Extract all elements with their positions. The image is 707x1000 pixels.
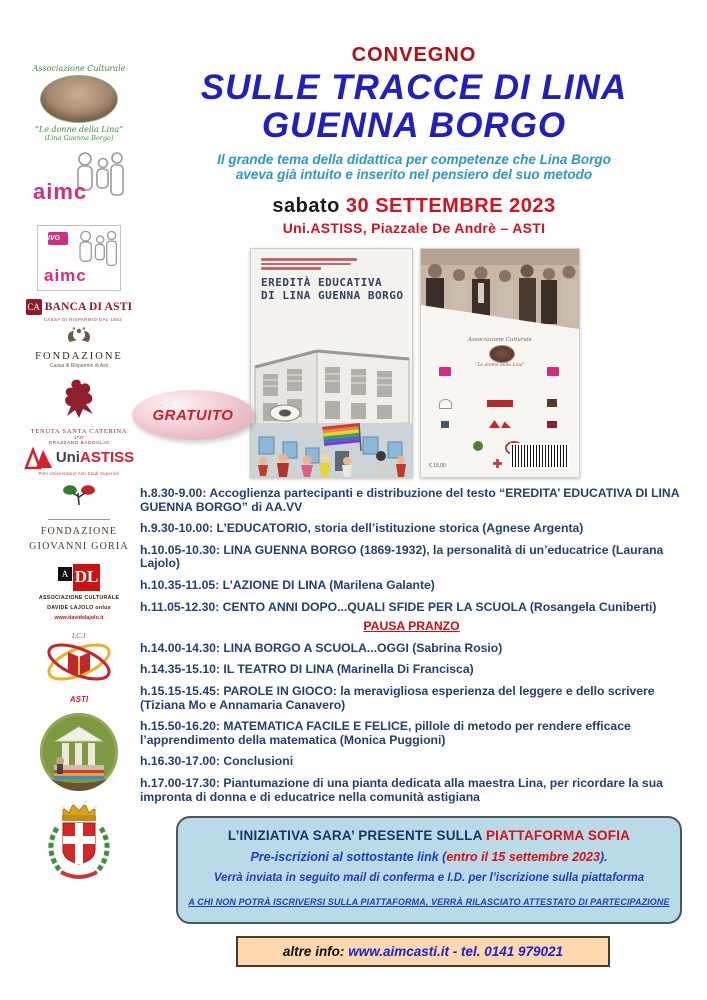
subtitle-line1: Il grande tema della didattica per competenze che Lina Borgo [217, 152, 611, 167]
tenuta-year: 1737 [73, 434, 84, 440]
schedule-time: h.10.35-11.05: [140, 577, 220, 592]
schedule-desc: L’AZIONE DI LINA (Marilena Galante) [219, 577, 435, 592]
adl-a-mark: A [58, 567, 72, 581]
fondazione-tagline: Cassa di Risparmio di Asti [49, 362, 109, 369]
schedule-item [140, 642, 683, 656]
fondazione-name: FONDAZIONE [35, 350, 123, 362]
infobox-line2-blue-a: Pre-iscrizioni al sottostante link ( [250, 850, 447, 864]
title-line1: SULLE TRACCE DI LINA [200, 68, 628, 107]
sofia-info-box [176, 816, 682, 924]
sponsor-logo-column [16, 64, 142, 891]
barcode [510, 443, 570, 469]
schedule [140, 487, 683, 812]
ic1-atom-book-icon [41, 630, 117, 692]
schedule-desc: L’EDUCATORIO, storia dell’istituzione storica (Agnese Argenta) [213, 521, 584, 536]
infobox-line2-red: entro il 15 settembre 2023 [446, 850, 600, 864]
schedule-time: h.11.05-12.30: [140, 599, 220, 614]
subtitle-line2: aveva già intuito e inserito nel pensiero del suo metodo [235, 167, 593, 182]
schedule-item [140, 720, 683, 747]
logo-asti-coat-of-arms [39, 798, 119, 891]
logo-aimc [33, 151, 125, 207]
svg-text:I.C.1: I.C.1 [72, 631, 86, 640]
schedule-desc: LINA GUENNA BORGO (1869-1932), la personalità di un’educatrice (Laurana Lajolo) [140, 542, 664, 571]
gratuito-label: GRATUITO [152, 406, 234, 424]
date-prefix: sabato [272, 195, 346, 217]
schedule-item [140, 601, 683, 615]
tenuta-place: GRAZZANO BADOGLIO [48, 439, 110, 445]
infobox-line2 [178, 850, 680, 864]
title-line2: GUENNA BORGO [261, 106, 567, 145]
logo-donne-della-lina [33, 64, 126, 143]
infobox-line1 [178, 828, 680, 843]
page-title [140, 69, 688, 145]
temple-icon [40, 713, 118, 791]
adl-website-link[interactable]: www.davidelajolo.it [54, 614, 104, 621]
book-title-line2: DI LINA GUENNA BORGO [261, 288, 404, 302]
school-drawing [251, 327, 412, 477]
schedule-time: h.16.30-17.00: [140, 754, 220, 769]
aimc-wordmark: aimc [44, 266, 87, 285]
asti-crest-icon [39, 798, 119, 886]
footer-info-bar [236, 936, 610, 967]
book-photos [250, 248, 580, 478]
event-venue: Uni.ASTISS, Piazzale De Andrè – ASTI [282, 220, 546, 236]
schedule-item [140, 685, 683, 712]
logo-donne-caption: (Lina Guenna Borgo) [44, 134, 114, 142]
logo-adl-davide-lajolo [39, 564, 119, 621]
schedule-list [140, 487, 683, 804]
schedule-time: h.15.50-16.20: [140, 719, 220, 734]
infobox-line2-blue-b: ). [599, 850, 608, 864]
logo-tenuta-santa-caterina [31, 376, 128, 445]
kicker-convegno: CONVEGNO [351, 44, 477, 66]
schedule-desc: PAROLE IN GIOCO: la meravigliosa esperienza del leggere e dello scrivere (Tiziana Mo e Annamaria Canavero) [140, 683, 655, 712]
logo-banca-di-asti [26, 299, 133, 322]
logo-school-circle [40, 713, 118, 791]
divider [48, 519, 110, 520]
date-main: 30 SETTEMBRE 2023 [345, 195, 556, 217]
schedule-time: h.14.00-14.30: [140, 640, 220, 655]
schedule-desc: Piantumazione di una pianta dedicata alla maestra Lina, per ricordare la sua impronta di donna e di educatrice nella comunità astigiana [140, 775, 663, 804]
back-script-sub: “Le donne della Lina” [475, 363, 525, 368]
footer-telephone: - tel. 0141 979021 [448, 944, 564, 959]
infobox-line3: Verrà inviata in seguito mail di conferma e I.D. per l’iscrizione sulla piattaforma [213, 872, 645, 884]
uniastiss-tagline: Polo Universitario Asti Studi Superiori [38, 470, 120, 476]
schedule-time: h.15.15-15.45: [140, 683, 220, 698]
schedule-desc: LINA BORGO A SCUOLA...OGGI (Sabrina Rosio) [219, 640, 503, 655]
logo-aimc-boxed [37, 225, 121, 291]
ic1-city: ASTI [69, 694, 89, 704]
pausa-pranzo-note: PAUSA PRANZO [363, 619, 460, 634]
schedule-item [140, 487, 683, 514]
book-front-cover [250, 248, 413, 478]
schedule-item [140, 663, 683, 677]
schedule-item [140, 579, 683, 593]
schedule-time: h.10.05-10.30: [140, 542, 220, 557]
banca-name: BANCA DI ASTI [44, 301, 133, 313]
uniastiss-triangle-icon [24, 446, 54, 470]
aimc-wordmark: aimc [33, 179, 88, 204]
schedule-time: h.17.00-17.30: [140, 775, 220, 790]
logo-ic1-asti [41, 630, 117, 704]
event-date [140, 195, 688, 218]
schedule-time: h.14.35-15.10: [140, 662, 220, 677]
gratuito-badge [132, 390, 254, 440]
banca-monogram: CA [26, 299, 42, 315]
logo-donne-subtitle: “Le donne della Lina” [34, 125, 124, 134]
infobox-line1-red: PIATTAFORMA SOFIA [485, 828, 631, 843]
schedule-item [140, 544, 683, 571]
flyer-header [140, 44, 688, 236]
schedule-desc: CENTO ANNI DOPO...QUALI SFIDE PER LA SCUOLA (Rosangela Cuniberti) [219, 599, 657, 614]
schedule-time: h.8.30-9.00: [140, 486, 207, 500]
historic-group-photo [421, 249, 579, 329]
logo-donne-title: Associazione Culturale [32, 64, 126, 73]
adl-line1: ASSOCIAZIONE CULTURALE [38, 594, 120, 601]
footer-label: altre info: [282, 944, 349, 959]
logo-uniastiss [24, 446, 134, 476]
book-title [251, 272, 412, 302]
book-title-line1: EREDITÀ EDUCATIVA [261, 275, 383, 289]
book-back-cover [420, 248, 580, 478]
schedule-desc: MATEMATICA FACILE E FELICE, pillole di metodo per rendere efficace l’apprendimento della matematica (Monica Puggioni) [140, 719, 631, 747]
goria-tree-icon [57, 481, 101, 511]
adl-dl-mark: DL [73, 564, 100, 591]
infobox-line4: A CHI NON POTRÀ ISCRIVERSI SULLA PIATTAFORMA, VERRÀ RILASCIATO ATTESTATO DI PARTECIPAZIONE [188, 897, 670, 907]
goria-name-line1: FONDAZIONE [40, 525, 118, 537]
uniastiss-uni: Uni [55, 449, 80, 466]
tenuta-name: TENUTA SANTA CATERINA [30, 427, 128, 435]
logo-fondazione-cr-asti [35, 326, 123, 369]
banca-tagline: CASSA DI RISPARMIO DAL 1842 [43, 316, 123, 322]
fondazione-emblem-icon [64, 326, 94, 346]
logo-fondazione-goria [29, 481, 129, 554]
subtitle [140, 152, 688, 182]
schedule-desc: Accoglienza partecipanti e distribuzione del testo “EREDITA’ EDUCATIVA DI LINA GUENNA BORGO” di AA.VV [140, 486, 680, 514]
sepia-oval-photo [40, 75, 118, 123]
book-authors-lines [251, 249, 412, 270]
uniastiss-astiss: ASTISS [79, 449, 135, 466]
griffin-icon [53, 376, 105, 422]
schedule-desc: IL TEATRO DI LINA (Marinella Di Francisca) [219, 662, 474, 677]
schedule-desc: Conclusioni [219, 754, 294, 769]
adl-line2: DAVIDE LAJOLO onlus [47, 605, 111, 611]
infobox-line1-blue: L’INIZIATIVA SARA’ PRESENTE SULLA [227, 828, 486, 843]
aimc-box-mark: IVG [48, 232, 68, 245]
schedule-item [140, 777, 683, 804]
price-mark: € 15,00 [429, 463, 446, 469]
schedule-time: h.9.30-10.00: [140, 521, 214, 536]
back-oval-photo [489, 345, 515, 363]
schedule-item [140, 522, 683, 536]
schedule-item [140, 755, 683, 769]
goria-name-line2: GIOVANNI GORIA [29, 540, 129, 552]
back-script-title: Associazione Culturale [468, 337, 532, 343]
footer-website-link[interactable]: www.aimcasti.it [348, 944, 449, 959]
